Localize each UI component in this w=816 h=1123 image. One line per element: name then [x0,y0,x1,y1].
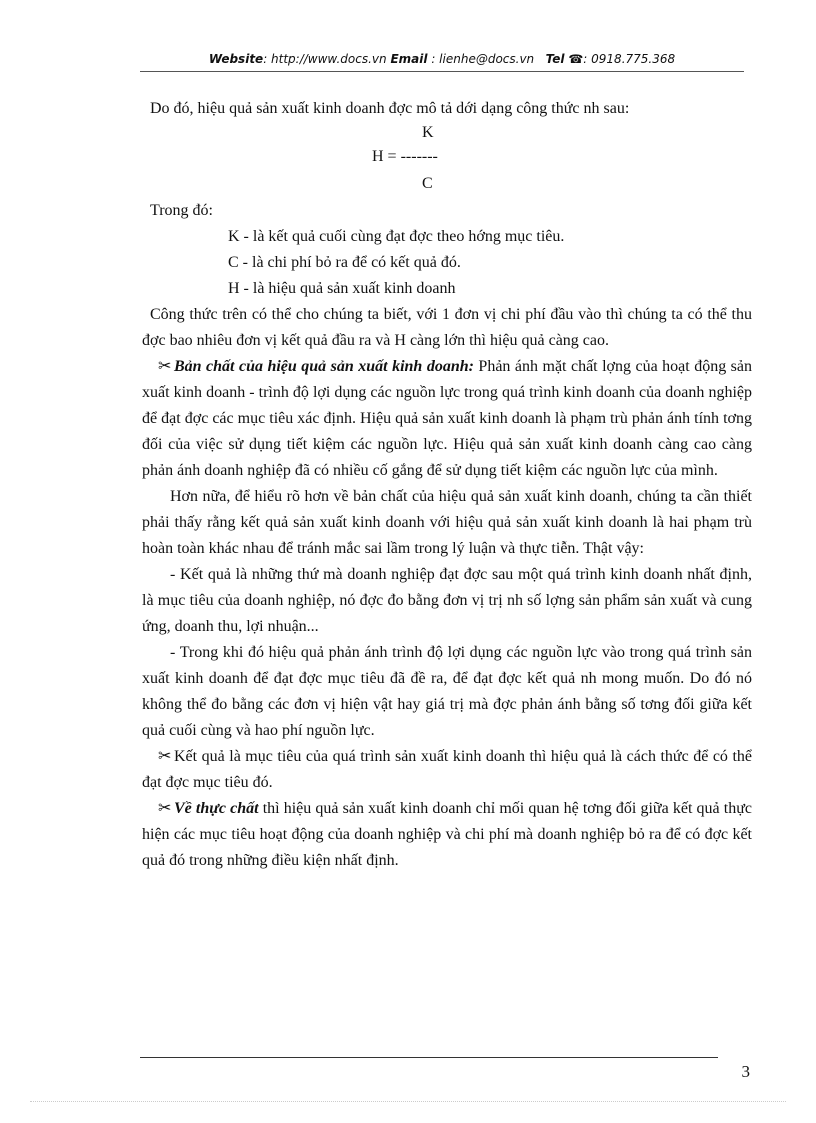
tel-label: Tel [545,52,565,66]
nature-text: Phản ánh mặt chất lợng của hoạt động sản xuất kinh doanh - trình độ lợi dụng các nguồn lực trong quá trình kinh doanh của doanh nghiệp để đạt đợc các mục tiêu xác định. Hiệu quả sản xuất kinh doanh là phạm trù phản ánh tính tơng đối của việc sử dụng tiết kiệm các nguồn lực. Hiệu quả sản xuất kinh doanh càng cao càng phản ánh doanh nghiệp đã có nhiều cố gắng để sử dụng tiết kiệm các nguồn lực của mình. [142,358,753,479]
formula-numerator: K [422,124,434,141]
nature-heading: Bản chất của hiệu quả sản xuất kinh doanh: [174,358,474,375]
result-paragraph [142,744,752,796]
email-label: Email [390,52,428,66]
where-label: Trong đó: [150,202,213,219]
essence-paragraph [142,796,752,874]
intro-paragraph: Do đó, hiệu quả sản xuất kinh doanh đợc mô tả dới dạng công thức nh sau: [150,100,630,117]
definition-h: H - là hiệu quả sản xuất kinh doanh [228,280,456,297]
document-body [142,96,752,874]
formula-denominator: C [422,175,433,192]
essence-text: thì hiệu quả sản xuất kinh doanh chỉ mối quan hệ tơng đối giữa kết quả thực hiện các mục tiêu hoạt động của doanh nghiệp và chi phí mà doanh nghiệp bỏ ra để có đợc kết quả đó trong những điều kiện nhất định. [142,800,753,869]
essence-heading: Về thực chất [174,800,259,817]
bullet-result: - Kết quả là những thứ mà doanh nghiệp đạt đợc sau một quá trình kinh doanh nhất định, là mục tiêu của doanh nghiệp, nó đợc đo bằng đơn vị trị nh số lợng sản phẩm sản xuất và cung ứng, doanh thu, lợi nhuận... [142,566,752,635]
definition-c: C - là chi phí bỏ ra để có kết quả đó. [228,254,461,271]
formula-lhs: H = ------- [372,148,438,165]
formula-explanation: Công thức trên có thể cho chúng ta biết, với 1 đơn vị chi phí đầu vào thì chúng ta có thể thu đợc bao nhiêu đơn vị kết quả đầu ra và H càng lớn thì hiệu quả càng cao. [142,306,752,349]
definition-k: K - là kết quả cuối cùng đạt đợc theo hớng mục tiêu. [228,228,565,245]
bullet-efficiency: - Trong khi đó hiệu quả phản ánh trình độ lợi dụng các nguồn lực vào trong quá trình sản xuất kinh doanh để đạt đợc mục tiêu đã đề ra, để đạt đợc kết quả nh mong muốn. Do đó nó không thể đo bằng các đơn vị hiện vật hay giá trị mà đợc phản ánh bằng số tơng đối giữa kết quả cuối cùng và hao phí nguồn lực. [142,644,752,739]
website-label: Website [208,52,264,66]
header-rule [140,71,744,72]
website-value: : http://www.docs.vn [263,52,387,66]
moreover-paragraph: Hơn nữa, để hiểu rõ hơn về bản chất của hiệu quả sản xuất kinh doanh, chúng ta cần thiết phải thấy rằng kết quả sản xuất kinh doanh với hiệu quả sản xuất kinh doanh là hai phạm trù hoàn toàn khác nhau để tránh mắc sai lầm trong lý luận và thực tiễn. Thật vậy: [142,488,752,557]
nature-paragraph [142,354,752,484]
footer-rule [140,1057,718,1058]
page-header [140,52,744,70]
result-text: Kết quả là mục tiêu của quá trình sản xuất kinh doanh thì hiệu quả là cách thức để có thể đạt đợc mục tiêu đó. [142,748,752,791]
formula [142,120,752,198]
scissors-icon: ✂ [158,748,172,765]
phone-icon: ☎ [568,52,584,66]
page-bottom-border [30,1101,786,1102]
tel-value: : 0918.775.368 [583,52,676,66]
scissors-icon: ✂ [158,800,172,817]
email-value: : lienhe@docs.vn [431,52,535,66]
page-number: 3 [741,1062,750,1081]
scissors-icon: ✂ [158,358,172,375]
